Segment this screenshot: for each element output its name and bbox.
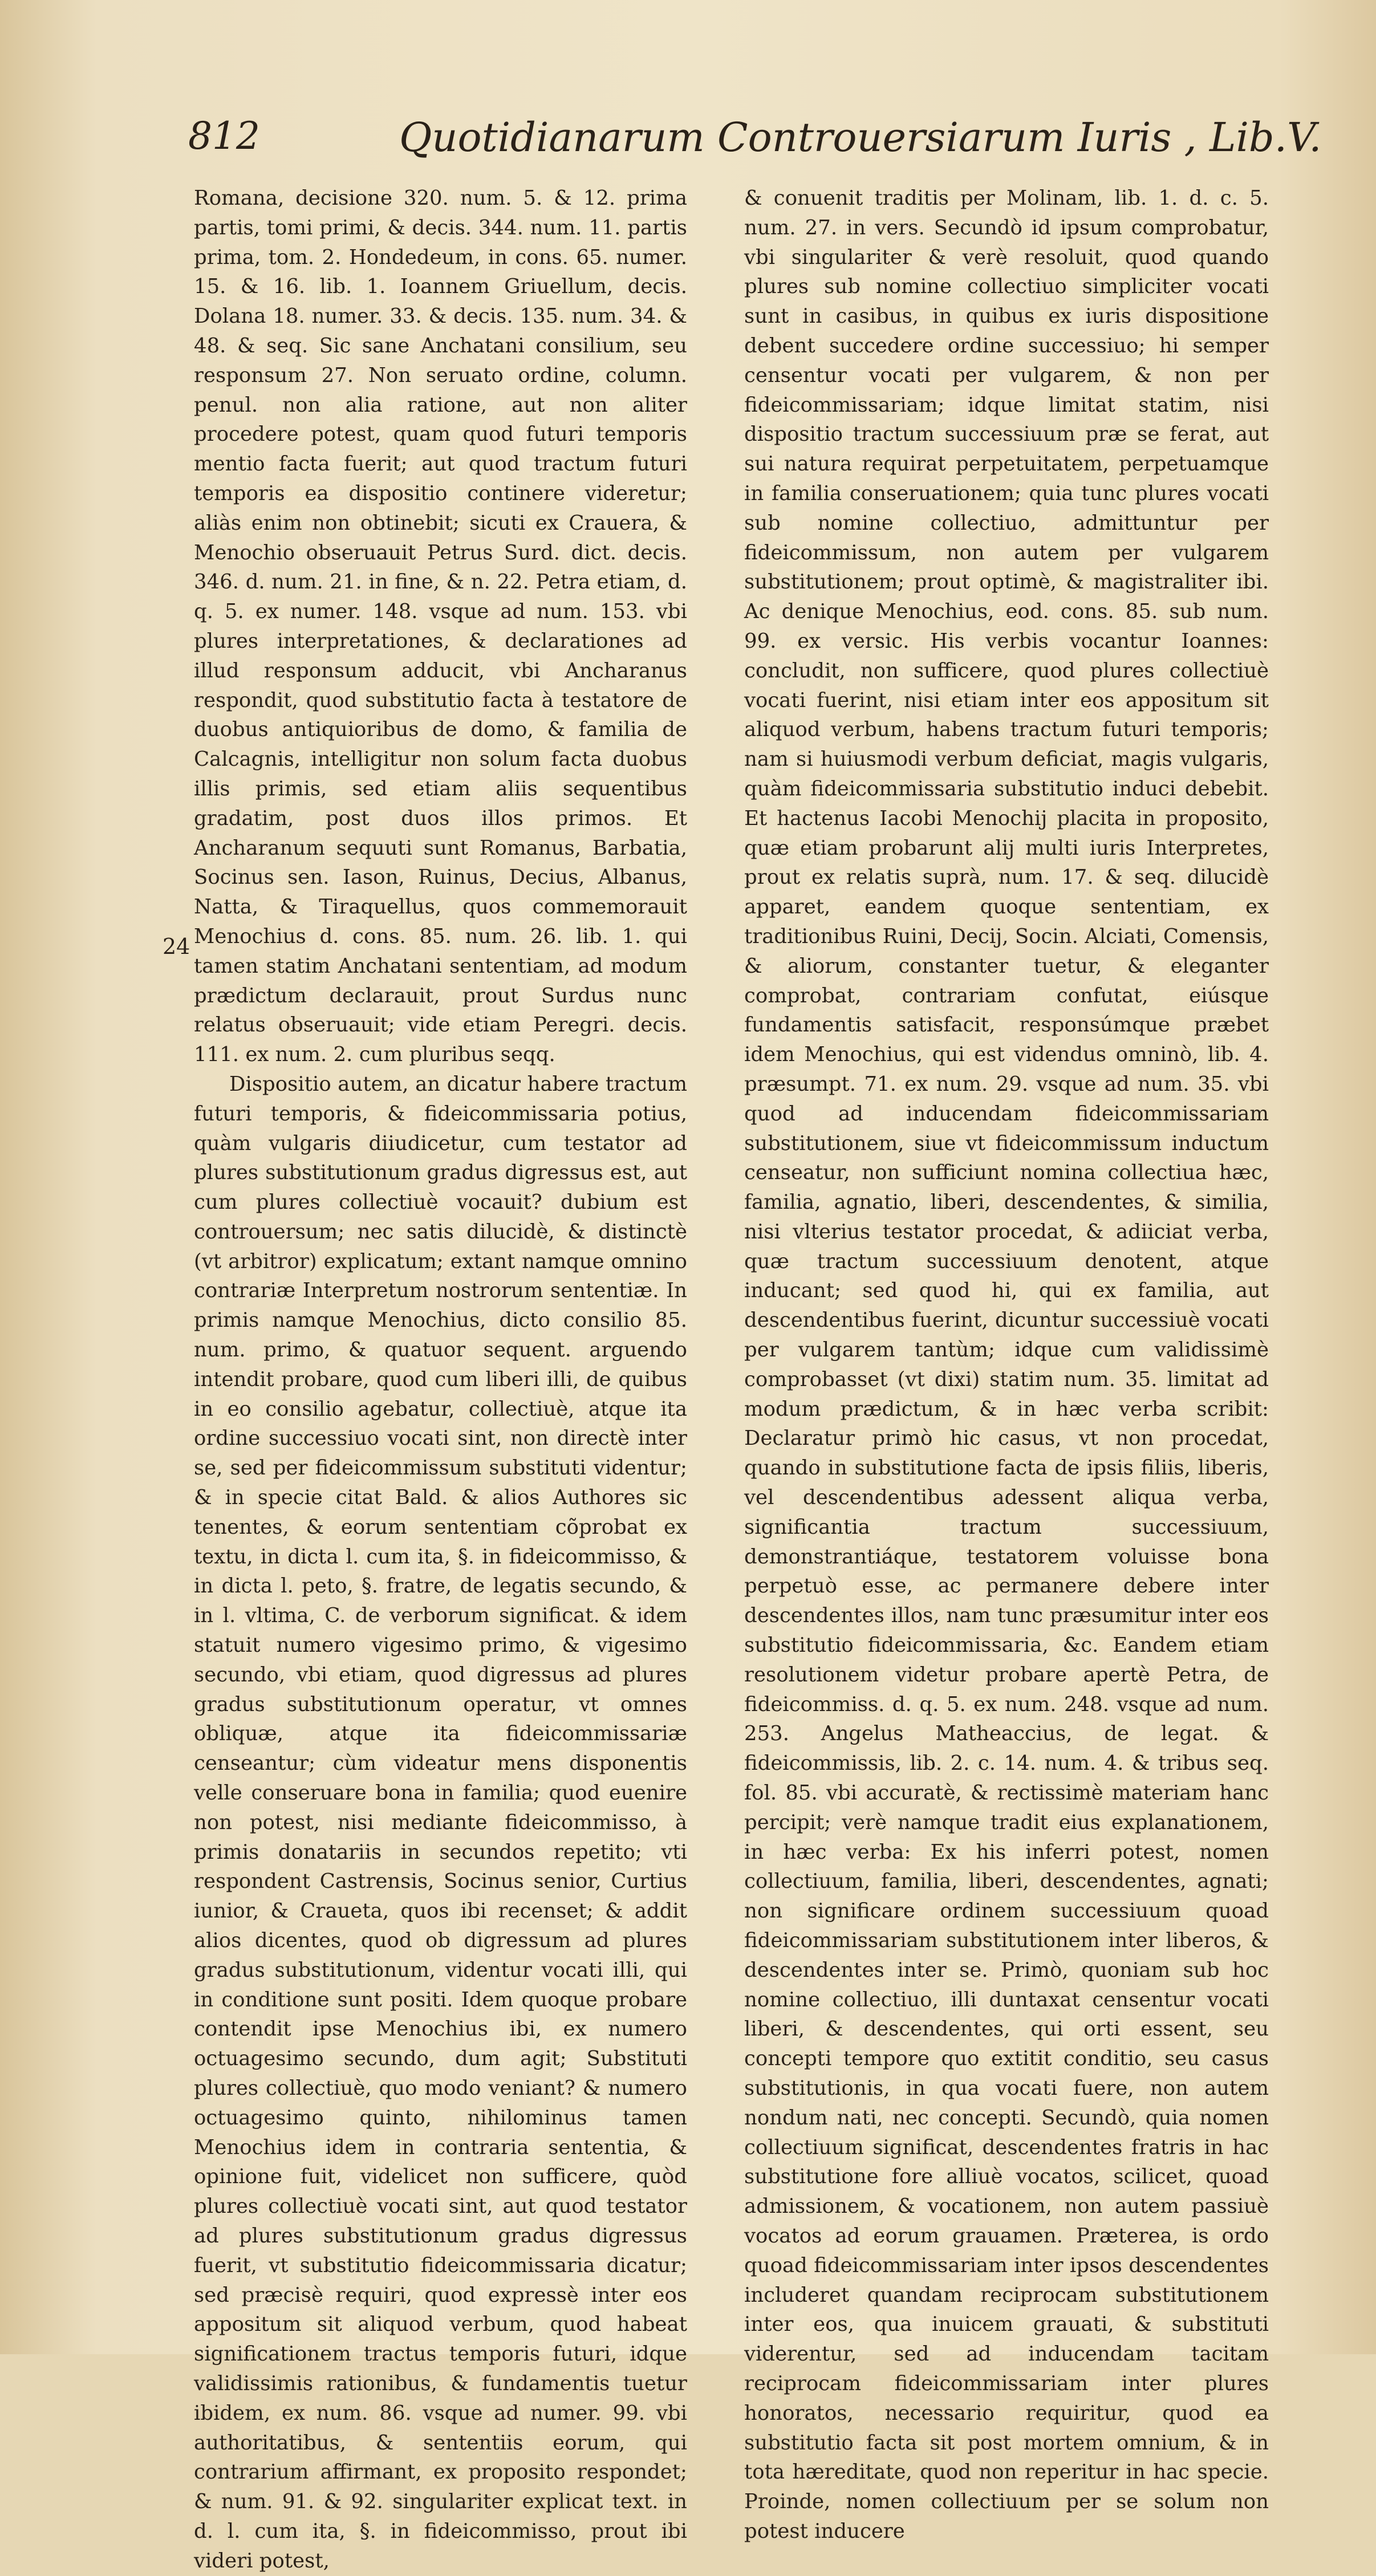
right-column [744,184,1269,2546]
left-paragraph-2: Dispositio autem, an dicatur habere tractum futuri temporis, & fideicommissaria potius, quàm vulgaris diiudicetur, cum testator ad plures substitutionum gradus digressus est, aut cum plures collectiuè vocauit? dubium est controuersum; nec satis dilucidè, & distinctè (vt arbitror) explicatum; extant namque omnino contrariæ Interpretum nostrorum sententiæ. In primis namque Menochius, dicto consilio 85. num. primo, & quatuor sequent. arguendo intendit probare, quod cum liberi illi, de quibus in eo consilio agebatur, collectiuè, atque ita ordine successiuo vocati sint, non directè inter se, sed per fideicommissum substituti videntur; & in specie citat Bald. & alios Authores sic tenentes, & eorum sententiam cõprobat ex textu, in dicta l. cum ita, §. in fideicommisso, & in dicta l. peto, §. fratre, de legatis secundo, & in l. vltima, C. de verborum significat. & idem statuit numero vigesimo primo, & vigesimo secundo, vbi etiam, quod digressus ad plures gradus substitutionum operatur, vt omnes obliquæ, atque ita fideicommissariæ censeantur; cùm videatur mens disponentis velle conseruare bona in familia; quod euenire non potest, nisi mediante fideicommisso, à primis donatariis in secundos repetito; vti respondent Castrensis, Socinus senior, Curtius iunior, & Craueta, quos ibi recenset; & addit alios dicentes, quod ob digressum ad plures gradus substitutionum, videntur vocati illi, qui in conditione sunt positi. Idem quoque probare contendit ipse Menochius ibi, ex numero octuagesimo secundo, dum agit; Substituti plures collectiuè, quo modo veniant? & numero octuagesimo quinto, nihilominus tamen Menochius idem in contraria sententia, & opinione fuit, videlicet non sufficere, quòd plures collectiuè vocati sint, aut quod testator ad plures substitutionum gradus digressus fuerit, vt substitutio fideicommissaria dicatur; sed præcisè requiri, quod expressè inter eos appositum sit aliquod verbum, quod habeat significationem tractus temporis futuri, idque validissimis rationibus, & fundamentis tuetur ibidem, ex num. 86. vsque ad numer. 99. vbi authoritatibus, & sententiis eorum, qui contrarium affirmant, ex proposito respondet; & num. 91. & 92. singulariter explicat text. in d. l. cum ita, §. in fideicommisso, prout ibi videri potest, [194,1072,687,2573]
running-title: Quotidianarum Controuersiarum Iuris , Lib.V. [399,114,1322,161]
left-paragraph-1: Romana, decisione 320. num. 5. & 12. prima partis, tomi primi, & decis. 344. num. 11. partis prima, tom. 2. Hondedeum, in cons. 65. numer. 15. & 16. lib. 1. Ioannem Griuellum, decis. Dolana 18. numer. 33. & decis. 135. num. 34. & 48. & seq. Sic sane Anchatani consilium, seu responsum 27. Non seruato ordine, column. penul. non alia ratione, aut non aliter procedere potest, quam quod futuri temporis mentio facta fuerit; aut quod tractum futuri temporis ea dispositio continere videretur; aliàs enim non obtinebit; sicuti ex Crauera, & Menochio obseruauit Petrus Surd. dict. decis. 346. d. num. 21. in fine, & n. 22. Petra etiam, d. q. 5. ex numer. 148. vsque ad num. 153. vbi plures interpretationes, & declarationes ad illud responsum adducit, vbi Ancharanus respondit, quod substitutio facta à testatore de duobus antiquioribus de domo, & familia de Calcagnis, intelligitur non solum facta duobus illis primis, sed etiam aliis sequentibus gradatim, post duos illos primos. Et Ancharanum sequuti sunt Romanus, Barbatia, Socinus sen. Iason, Ruinus, Decius, Albanus, Natta, & Tiraquellus, quos commemorauit Menochius d. cons. 85. num. 26. lib. 1. qui tamen statim Anchatani sententiam, ad modum prædictum declarauit, prout Surdus nunc relatus obseruauit; vide etiam Peregri. decis. 111. ex num. 2. cum pluribus seqq. [194,186,687,1067]
page-number: 812 [188,114,260,158]
page-header [188,114,1322,177]
paragraph-number: 24 [163,934,190,959]
left-column [194,184,687,2576]
right-paragraph-1: & conuenit traditis per Molinam, lib. 1. d. c. 5. num. 27. in vers. Secundò id ipsum comprobatur, vbi singulariter & verè resoluit, quod quando plures sub nomine collectiuo simpliciter vocati sunt in casibus, in quibus ex iuris dispositione debent succedere ordine successiuo; hi semper censentur vocati per vulgarem, & non per fideicommissariam; idque limitat statim, nisi dispositio tractum successiuum præ se ferat, aut sui natura requirat perpetuitatem, perpetuamque in familia conseruationem; quia tunc plures vocati sub nomine collectiuo, admittuntur per fideicommissum, non autem per vulgarem substitutionem; prout optimè, & magistraliter ibi. Ac denique Menochius, eod. cons. 85. sub num. 99. ex versic. His verbis vocantur Ioannes: concludit, non sufficere, quod plures collectiuè vocati fuerint, nisi etiam inter eos appositum sit aliquod verbum, habens tractum futuri temporis; nam si huiusmodi verbum deficiat, magis vulgaris, quàm fideicommissaria substitutio induci debebit. Et hactenus Iacobi Menochij placita in proposito, quæ etiam probarunt alij multi iuris Interpretes, prout ex relatis suprà, num. 17. & seq. dilucidè apparet, eandem quoque sententiam, ex traditionibus Ruini, Decij, Socin. Alciati, Comensis, & aliorum, constanter tuetur, & eleganter comprobat, contrariam confutat, eiúsque fundamentis satisfacit, responsúmque præbet idem Menochius, qui est videndus omninò, lib. 4. præsumpt. 71. ex num. 29. vsque ad num. 35. vbi quod ad inducendam fideicommissariam substitutionem, siue vt fideicommissum inductum censeatur, non sufficiunt nomina collectiua hæc, familia, agnatio, liberi, descendentes, & similia, nisi vlterius testator procedat, & adiiciat verba, quæ tractum successiuum denotent, atque inducant; sed quod hi, qui ex familia, aut descendentibus fuerint, dicuntur successiuè vocati per vulgarem tantùm; idque cum validissimè comprobasset (vt dixi) statim num. 35. limitat ad modum prædictum, & in hæc verba scribit: Declaratur primò hic casus, vt non procedat, quando in substitutione facta de ipsis filiis, liberis, vel descendentibus adessent aliqua verba, significantia tractum successiuum, demonstrantiáque, testatorem voluisse bona perpetuò esse, ac permanere debere inter descendentes illos, nam tunc præsumitur inter eos substitutio fideicommissaria, &c. Eandem etiam resolutionem videtur probare apertè Petra, de fideicommiss. d. q. 5. ex num. 248. vsque ad num. 253. Angelus Matheaccius, de legat. & fideicommissis, lib. 2. c. 14. num. 4. & tribus seq. fol. 85. vbi accuratè, & rectissimè materiam hanc percipit; verè namque tradit eius explanationem, in hæc verba: Ex his inferri potest, nomen collectiuum, familia, liberi, descendentes, agnati; non significare ordinem successiuum quoad fideicommissariam substitutionem inter liberos, & descendentes inter se. Primò, quoniam sub hoc nomine collectiuo, illi duntaxat censentur vocati liberi, & descendentes, qui orti essent, seu concepti tempore quo extitit conditio, seu casus substitutionis, in qua vocati fuere, non autem nondum nati, nec concepti. Secundò, quia nomen collectiuum significat, descendentes fratris in hac substitutione fore alliuè vocatos, scilicet, quoad admissionem, & vocationem, non autem passiuè vocatos ad eorum grauamen. Præterea, is ordo quoad fideicommissariam inter ipsos descendentes includeret quandam reciprocam substitutionem inter eos, qua inuicem grauati, & substituti viderentur, sed ad inducendam tacitam reciprocam fideicommissariam inter plures honoratos, necessario requiritur, quod ea substitutio facta sit post mortem omnium, & in tota hæreditate, quod non reperitur in hac specie. Proinde, nomen collectiuum per se solum non potest inducere [744,186,1269,2543]
